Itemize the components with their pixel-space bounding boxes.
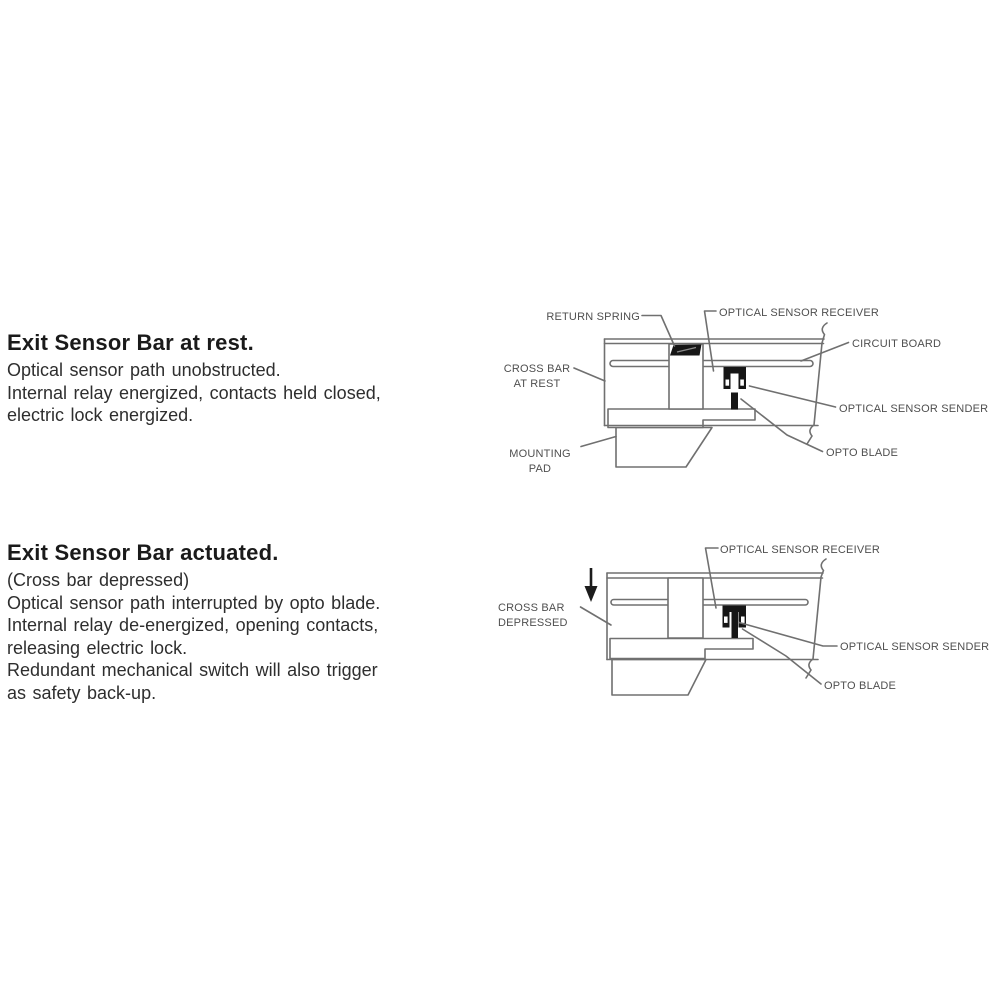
leader-opto-blade xyxy=(743,629,822,684)
step-bracket-shape xyxy=(610,639,753,659)
diagram-actuated xyxy=(498,544,989,695)
section-at-rest-line: Internal relay energized, contacts held closed, xyxy=(7,382,381,403)
circuit-board-shape xyxy=(611,600,808,606)
section-actuated-line: Redundant mechanical switch will also trigger xyxy=(7,660,378,680)
mounting-pad-shape xyxy=(612,660,706,696)
plunger-shape xyxy=(668,578,703,638)
leader-circuit-board xyxy=(801,343,849,362)
label-cross-bar-depressed: DEPRESSED xyxy=(498,617,568,629)
label-mounting-pad: PAD xyxy=(528,463,552,475)
label-optical-sensor-sender: OPTICAL SENSOR SENDER xyxy=(840,641,990,653)
section-actuated-line: (Cross bar depressed) xyxy=(7,570,190,590)
section-actuated-heading: Exit Sensor Bar actuated. xyxy=(7,540,279,565)
section-actuated-line: Optical sensor path interrupted by opto blade. xyxy=(7,592,381,613)
mounting-pad-shape xyxy=(616,428,712,468)
section-at-rest-line: Optical sensor path unobstructed. xyxy=(7,360,281,380)
section-actuated-line: releasing electric lock. xyxy=(7,637,188,658)
label-circuit-board: CIRCUIT BOARD xyxy=(852,338,942,350)
section-actuated-line: Internal relay de-energized, opening contacts, xyxy=(7,615,379,635)
opto-blade-shape xyxy=(731,393,738,410)
label-cross-bar-depressed: CROSS BAR xyxy=(498,602,565,614)
opto-blade-shape xyxy=(732,611,739,638)
optical-sensor-slot xyxy=(731,374,739,390)
leader-return-spring xyxy=(642,316,675,347)
label-mounting-pad: MOUNTING xyxy=(509,448,571,460)
leader-mounting-pad xyxy=(581,437,616,447)
optical-sensor-sender-window xyxy=(740,380,744,386)
label-return-spring: RETURN SPRING xyxy=(546,311,640,323)
section-at-rest-heading: Exit Sensor Bar at rest. xyxy=(7,330,254,355)
label-optical-sensor-receiver: OPTICAL SENSOR RECEIVER xyxy=(720,544,881,556)
optical-sensor-receiver-window xyxy=(726,380,730,386)
down-arrow-head-icon xyxy=(585,586,598,602)
label-cross-bar-at-rest: AT REST xyxy=(513,378,561,390)
label-opto-blade: OPTO BLADE xyxy=(826,447,899,459)
label-optical-sensor-sender: OPTICAL SENSOR SENDER xyxy=(839,403,989,415)
leader-optical-sensor-sender xyxy=(750,386,836,407)
optical-sensor-sender-window xyxy=(741,617,745,623)
label-cross-bar-at-rest: CROSS BAR xyxy=(503,363,571,375)
optical-sensor-receiver-window xyxy=(724,617,728,623)
label-opto-blade: OPTO BLADE xyxy=(824,680,897,692)
diagram-at-rest xyxy=(504,307,989,475)
section-at-rest-line: electric lock energized. xyxy=(7,405,194,425)
leader-cross-bar xyxy=(574,368,605,381)
section-actuated-line: as safety back-up. xyxy=(7,682,157,703)
label-optical-sensor-receiver: OPTICAL SENSOR RECEIVER xyxy=(719,307,880,319)
